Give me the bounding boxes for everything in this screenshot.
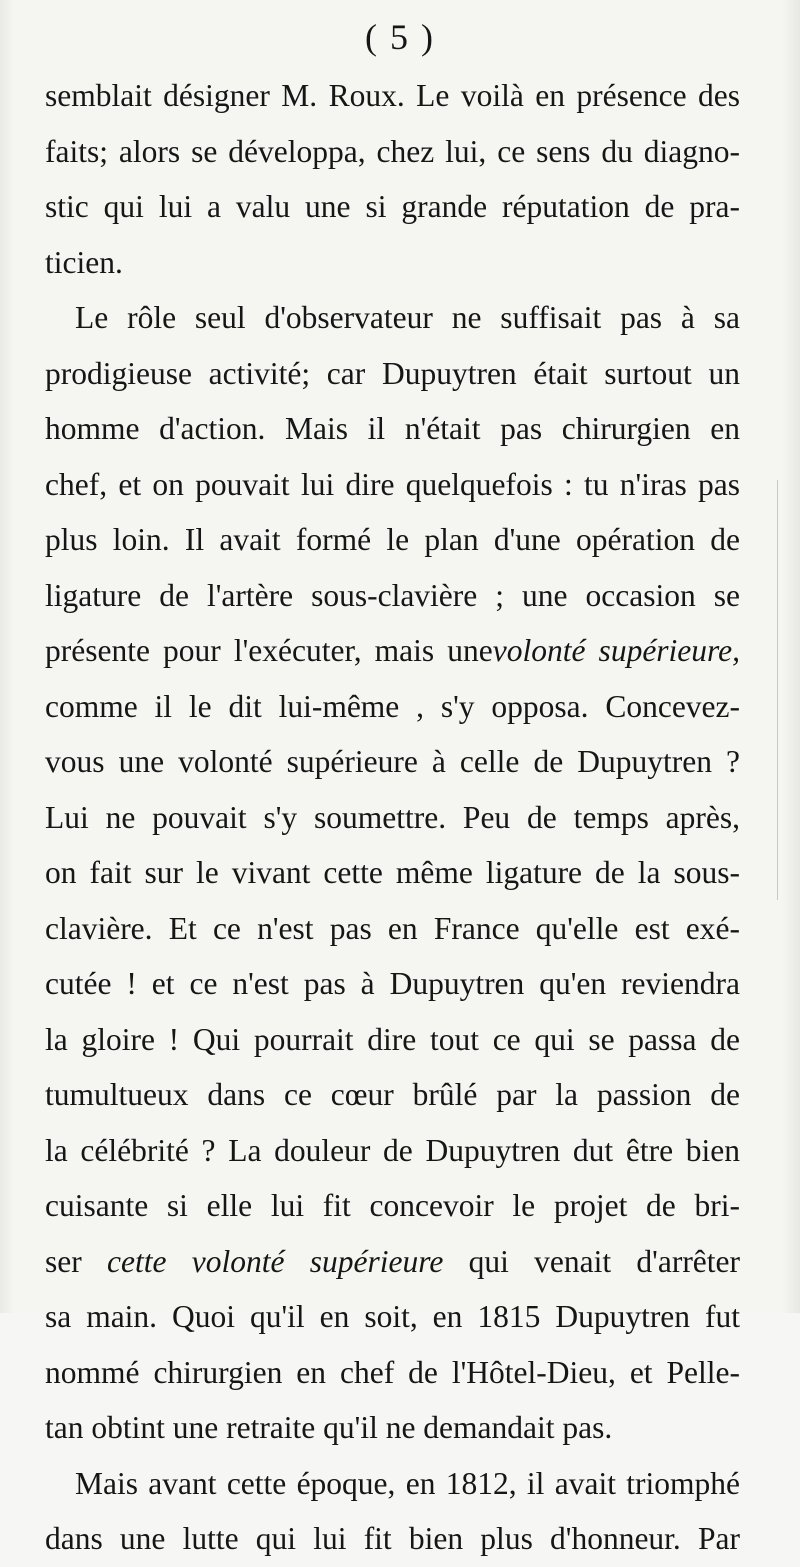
text-line-mixed (45, 1234, 740, 1290)
text-line: dans une lutte qui lui fit bien plus d'honneur. Par (45, 1521, 740, 1556)
italic-phrase: cette volonté supérieure (107, 1243, 444, 1279)
text-line: homme d'action. Mais il n'était pas chirurgien en (45, 411, 740, 446)
text-line: nommé chirurgien en chef de l'Hôtel-Dieu, et Pelle- (45, 1354, 740, 1390)
paragraph-1 (45, 68, 740, 290)
text-line: semblait désigner M. Roux. Le voilà en présence des (45, 78, 740, 113)
text-line: stic qui lui a valu une si grande réputation de pra- (45, 189, 740, 224)
text-line: Le rôle seul d'observateur ne suffisait pas à sa (75, 300, 740, 335)
body-text (45, 68, 740, 1567)
text-line: ligature de l'artère sous-clavière ; une occasion se (45, 577, 740, 613)
text-line: ticien. (45, 244, 123, 280)
text-line: faits; alors se développa, chez lui, ce sens du diagno- (45, 133, 740, 169)
text-line: tumultueux dans ce cœur brûlé par la passion de (45, 1077, 740, 1112)
page-number: ( 5 ) (365, 17, 435, 57)
text-line: vous une volonté supérieure à celle de Dupuytren ? (45, 744, 740, 779)
text-line: la gloire ! Qui pourrait dire tout ce qui se passa de (45, 1021, 740, 1057)
text-line: prodigieuse activité; car Dupuytren était surtout un (45, 355, 740, 391)
text-line: Lui ne pouvait s'y soumettre. Peu de temps après, (45, 799, 740, 835)
text-line: comme il le dit lui-même , s'y opposa. Concevez- (45, 688, 740, 724)
text-line: sa main. Quoi qu'il en soit, en 1815 Dupuytren fut (45, 1299, 740, 1334)
text-line-mixed (45, 623, 740, 679)
paragraph-2 (45, 290, 740, 1456)
text-line: clavière. Et ce n'est pas en France qu'elle est exé- (45, 910, 740, 946)
text-line: on fait sur le vivant cette même ligature de la sous- (45, 855, 740, 890)
text-line: plus loin. Il avait formé le plan d'une opération de (45, 522, 740, 557)
text-line: Mais avant cette époque, en 1812, il avait triomphé (75, 1465, 740, 1501)
page-edge-shadow (774, 480, 778, 900)
text-line: cuisante si elle lui fit concevoir le projet de bri- (45, 1188, 740, 1223)
text-line: chef, et on pouvait lui dire quelquefois : tu n'iras pas (45, 466, 740, 502)
text-segment: qui venait d'arrêter (468, 1243, 740, 1279)
text-segment: ser (45, 1243, 82, 1279)
text-line: la célébrité ? La douleur de Dupuytren dut être bien (45, 1132, 740, 1168)
italic-phrase: volonté supérieure, (492, 633, 740, 668)
paragraph-3 (45, 1456, 740, 1567)
text-line: cutée ! et ce n'est pas à Dupuytren qu'en reviendra (45, 966, 740, 1001)
text-segment: présente pour l'exécuter, mais une (45, 633, 493, 668)
text-line: tan obtint une retraite qu'il ne demandait pas. (45, 1410, 613, 1445)
